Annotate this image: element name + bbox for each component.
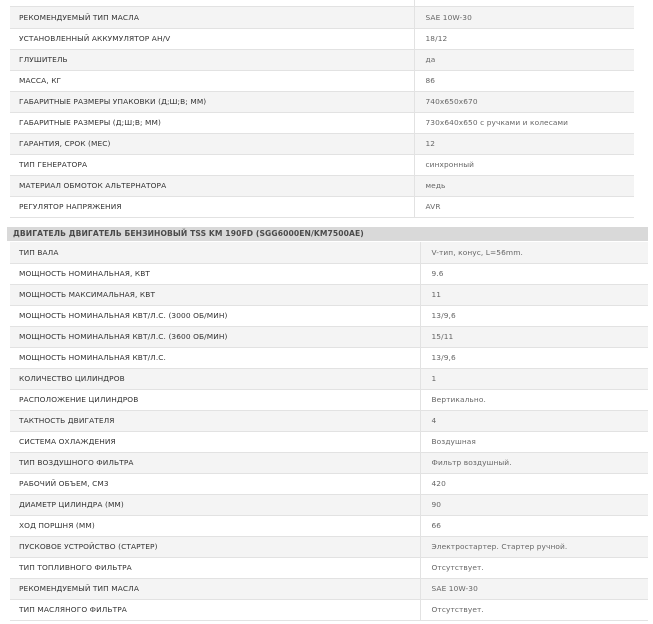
table-row	[10, 175, 634, 196]
table-row	[10, 263, 648, 284]
spec-label: ТИП ВОЗДУШНОГО ФИЛЬТРА	[10, 452, 420, 473]
table-row	[10, 494, 648, 515]
table-row	[10, 28, 634, 49]
spec-value: 9.6	[420, 263, 648, 284]
table-row	[10, 7, 634, 28]
table-row	[10, 284, 648, 305]
spec-label: МОЩНОСТЬ МАКСИМАЛЬНАЯ, КВТ	[10, 284, 420, 305]
table-row	[10, 242, 648, 263]
previous-row-fragment	[10, 0, 634, 7]
spec-label: РЕКОМЕНДУЕМЫЙ ТИП МАСЛА	[10, 7, 414, 28]
table-row	[10, 515, 648, 536]
table-row	[10, 49, 634, 70]
spec-label: РЕГУЛЯТОР НАПРЯЖЕНИЯ	[10, 196, 414, 217]
spec-value: 90	[420, 494, 648, 515]
spec-label: СИСТЕМА ОХЛАЖДЕНИЯ	[10, 431, 420, 452]
table-row	[10, 536, 648, 557]
spec-value: 12	[414, 133, 634, 154]
spec-label: ТИП ВАЛА	[10, 242, 420, 263]
spec-value: 11	[420, 284, 648, 305]
spec-value: 66	[420, 515, 648, 536]
spec-label: МОЩНОСТЬ НОМИНАЛЬНАЯ КВТ/Л.С. (3600 ОБ/МИН)	[10, 326, 420, 347]
spec-value: 18/12	[414, 28, 634, 49]
spec-value: Воздушная	[420, 431, 648, 452]
spec-label: МАТЕРИАЛ ОБМОТОК АЛЬТЕРНАТОРА	[10, 175, 414, 196]
spec-label: ТИП ГЕНЕРАТОРА	[10, 154, 414, 175]
spec-label: РАБОЧИЙ ОБЪЕМ, СМ3	[10, 473, 420, 494]
spec-label: РАСПОЛОЖЕНИЕ ЦИЛИНДРОВ	[10, 389, 420, 410]
table-row	[10, 305, 648, 326]
spec-value: SAE 10W-30	[420, 578, 648, 599]
table-row	[10, 347, 648, 368]
spec-value: SAE 10W-30	[414, 7, 634, 28]
table-row	[10, 133, 634, 154]
spec-label: ГАРАНТИЯ, СРОК (МЕС)	[10, 133, 414, 154]
spec-value: 86	[414, 70, 634, 91]
spec-value: AVR	[414, 196, 634, 217]
spec-value: Электростартер. Стартер ручной.	[420, 536, 648, 557]
spec-label: ПУСКОВОЕ УСТРОЙСТВО (СТАРТЕР)	[10, 536, 420, 557]
engine-specs-body	[10, 242, 648, 620]
spec-value: 740x650x670	[414, 91, 634, 112]
table-row	[10, 196, 634, 217]
engine-section-title: ДВИГАТЕЛЬ ДВИГАТЕЛЬ БЕНЗИНОВЫЙ TSS KM 190FD (SGG6000EN/KM7500AE)	[7, 227, 648, 241]
spec-label: МАССА, КГ	[10, 70, 414, 91]
spec-value: Отсутствует.	[420, 557, 648, 578]
spec-label: МОЩНОСТЬ НОМИНАЛЬНАЯ, КВТ	[10, 263, 420, 284]
spec-label: ГЛУШИТЕЛЬ	[10, 49, 414, 70]
table-row	[10, 368, 648, 389]
table-row	[10, 557, 648, 578]
general-specs-table	[10, 7, 634, 218]
spec-value: да	[414, 49, 634, 70]
spec-value: Вертикально.	[420, 389, 648, 410]
spec-value: 13/9,6	[420, 305, 648, 326]
spec-label: ТАКТНОСТЬ ДВИГАТЕЛЯ	[10, 410, 420, 431]
spec-label: ТИП МАСЛЯНОГО ФИЛЬТРА	[10, 599, 420, 620]
table-row	[10, 389, 648, 410]
spec-value: 4	[420, 410, 648, 431]
spec-value: V-тип, конус, L=56mm.	[420, 242, 648, 263]
table-row	[10, 452, 648, 473]
table-row	[10, 91, 634, 112]
table-row	[10, 473, 648, 494]
table-row	[10, 599, 648, 620]
spec-value: синхронный	[414, 154, 634, 175]
spec-label: УСТАНОВЛЕННЫЙ АККУМУЛЯТОР АН/V	[10, 28, 414, 49]
spec-value: 15/11	[420, 326, 648, 347]
table-row	[10, 578, 648, 599]
spec-label: КОЛИЧЕСТВО ЦИЛИНДРОВ	[10, 368, 420, 389]
spec-value: Фильтр воздушный.	[420, 452, 648, 473]
table-row	[10, 431, 648, 452]
spec-value: 13/9,6	[420, 347, 648, 368]
spec-label: МОЩНОСТЬ НОМИНАЛЬНАЯ КВТ/Л.С.	[10, 347, 420, 368]
spec-label: МОЩНОСТЬ НОМИНАЛЬНАЯ КВТ/Л.С. (3000 ОБ/МИН)	[10, 305, 420, 326]
spec-label: ДИАМЕТР ЦИЛИНДРА (ММ)	[10, 494, 420, 515]
table-row	[10, 410, 648, 431]
table-row	[10, 112, 634, 133]
table-row	[10, 70, 634, 91]
spec-value: Отсутствует.	[420, 599, 648, 620]
spec-label: ГАБАРИТНЫЕ РАЗМЕРЫ УПАКОВКИ (Д;Ш;В; ММ)	[10, 91, 414, 112]
spec-label: ТИП ТОПЛИВНОГО ФИЛЬТРА	[10, 557, 420, 578]
spec-value: 730x640x650 с ручками и колесами	[414, 112, 634, 133]
spec-label: ГАБАРИТНЫЕ РАЗМЕРЫ (Д;Ш;В; ММ)	[10, 112, 414, 133]
spec-value: медь	[414, 175, 634, 196]
spec-label: РЕКОМЕНДУЕМЫЙ ТИП МАСЛА	[10, 578, 420, 599]
table-row	[10, 154, 634, 175]
spec-value: 420	[420, 473, 648, 494]
table-row	[10, 326, 648, 347]
engine-specs-table	[10, 242, 648, 621]
spec-value: 1	[420, 368, 648, 389]
general-specs-body	[10, 7, 634, 217]
spec-label: ХОД ПОРШНЯ (ММ)	[10, 515, 420, 536]
